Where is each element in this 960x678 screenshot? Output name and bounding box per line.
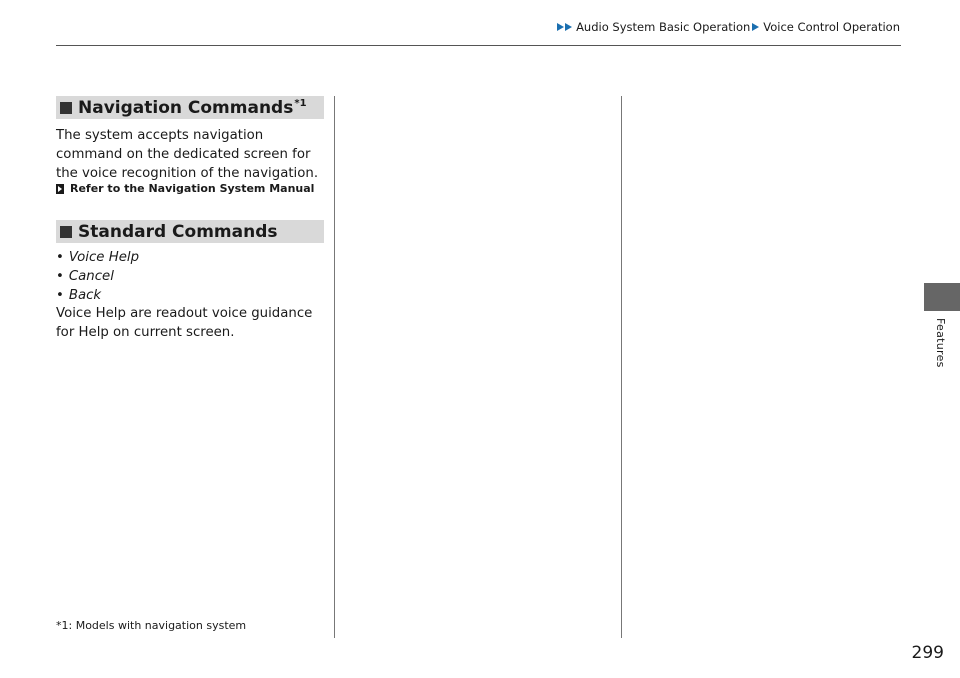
column-divider-right [621,96,622,638]
header-rule [56,45,901,46]
list-item [56,267,139,286]
list-item-text: Cancel [68,269,114,284]
list-item-text: Back [68,288,102,303]
navigation-commands-heading [56,96,324,119]
breadcrumb-item-audio-system[interactable]: Audio System Basic Operation [576,20,751,34]
breadcrumb-arrow-icon [557,23,573,31]
standard-commands-title: Standard Commands [78,221,278,242]
page-number: 299 [911,643,944,663]
list-item [56,248,139,267]
features-side-label: Features [934,318,947,368]
breadcrumb-separator-icon [752,23,760,31]
bullet-dot-icon: • [56,269,64,284]
footnote: *1: Models with navigation system [56,619,247,632]
bullet-dot-icon: • [56,288,64,303]
column-divider-left [334,96,335,638]
standard-commands-heading [56,220,324,243]
square-bullet-icon [60,102,72,114]
square-bullet-icon [60,226,72,238]
navigation-commands-paragraph: The system accepts navigation command on the dedicated screen for the voice recognition of the navigation. [56,128,319,181]
reference-text: Refer to the Navigation System Manual [70,182,315,195]
breadcrumb [557,20,900,34]
standard-commands-paragraph: Voice Help are readout voice guidance for Help on current screen. [56,306,313,340]
reference-arrow-icon [56,184,64,194]
bullet-dot-icon: • [56,250,64,265]
breadcrumb-item-voice-control[interactable]: Voice Control Operation [763,20,900,34]
navigation-commands-title: Navigation Commands [78,97,294,118]
list-item-text: Voice Help [68,250,140,265]
features-side-tab[interactable] [924,283,960,311]
list-item [56,286,139,305]
navigation-manual-reference[interactable] [56,182,314,195]
standard-commands-list [56,248,139,305]
footnote-mark: *1 [294,98,307,109]
